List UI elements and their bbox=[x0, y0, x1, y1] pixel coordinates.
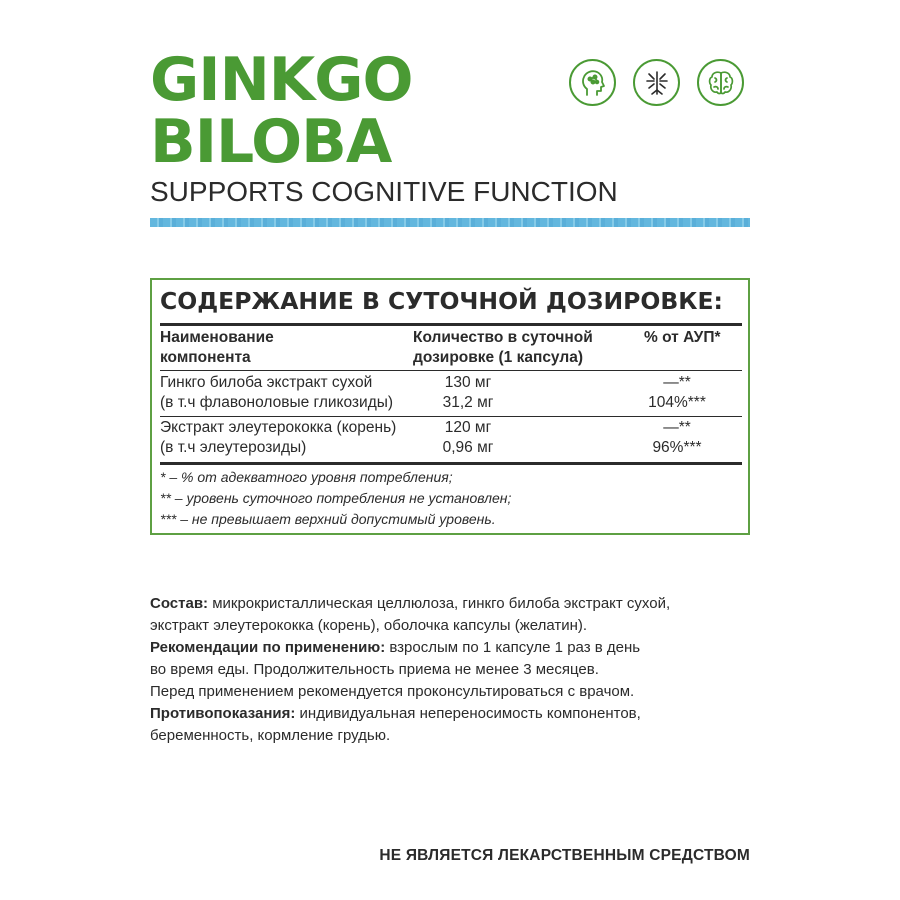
panel-divider bbox=[160, 323, 742, 326]
usage-label: Рекомендации по применению: bbox=[150, 639, 386, 656]
usage-text-2: во время еды. Продолжительность приема не менее 3 месяцев. bbox=[150, 661, 599, 678]
header-amount-line2: дозировке (1 капсула) bbox=[413, 349, 583, 366]
product-title bbox=[150, 45, 413, 177]
table-row-percent: 96%*** bbox=[652, 439, 702, 456]
header-amount-line1: Количество в суточной bbox=[413, 329, 593, 346]
product-info bbox=[150, 593, 760, 747]
table-row-name: Гинкго билоба экстракт сухой bbox=[160, 374, 373, 391]
footnote: * – % от адекватного уровня потребления; bbox=[160, 469, 453, 485]
table-bottom-divider bbox=[160, 462, 742, 465]
table-row-name: (в т.ч флавоноловые гликозиды) bbox=[160, 394, 394, 411]
neuron-icon bbox=[633, 59, 680, 106]
head-brain-icon bbox=[569, 59, 616, 106]
usage-text-3: Перед применением рекомендуется проконсультироваться с врачом. bbox=[150, 683, 635, 700]
contra-line bbox=[150, 703, 760, 725]
header-amount bbox=[413, 328, 593, 368]
table-row-amount: 130 мг bbox=[444, 374, 492, 391]
header-component-line1: Наименование bbox=[160, 329, 274, 346]
product-title-line1: GINKGO bbox=[150, 45, 413, 115]
composition-text-2: экстракт элеутерококка (корень), оболочка капсулы (желатин). bbox=[150, 617, 588, 634]
composition-label: Состав: bbox=[150, 595, 209, 612]
benefit-icons bbox=[569, 59, 744, 106]
product-title-line2: BILOBA bbox=[150, 107, 392, 177]
footnote: ** – уровень суточного потребления не установлен; bbox=[160, 490, 512, 506]
table-row-percent: —** bbox=[663, 374, 691, 391]
header-divider bbox=[160, 370, 742, 371]
contra-text: индивидуальная непереносимость компонентов, bbox=[295, 705, 641, 722]
header-component-line2: компонента bbox=[160, 349, 251, 366]
usage-text: взрослым по 1 капсуле 1 раз в день bbox=[385, 639, 641, 656]
brain-icon bbox=[697, 59, 744, 106]
contra-label: Противопоказания: bbox=[150, 705, 296, 722]
composition-text: микрокристаллическая целлюлоза, гинкго билоба экстракт сухой, bbox=[208, 595, 671, 612]
dosage-panel-title: СОДЕРЖАНИЕ В СУТОЧНОЙ ДОЗИРОВКЕ: bbox=[160, 287, 723, 315]
table-row-amount: 120 мг bbox=[444, 419, 492, 436]
composition-line bbox=[150, 593, 760, 615]
row-divider bbox=[160, 416, 742, 417]
usage-line bbox=[150, 637, 760, 659]
decorative-stripe bbox=[150, 218, 750, 227]
table-row-name: Экстракт элеутерококка (корень) bbox=[160, 419, 397, 436]
table-row-amount: 31,2 мг bbox=[442, 394, 494, 411]
contra-text-2: беременность, кормление грудью. bbox=[150, 727, 391, 744]
disclaimer: НЕ ЯВЛЯЕТСЯ ЛЕКАРСТВЕННЫМ СРЕДСТВОМ bbox=[379, 847, 750, 864]
table-row-amount: 0,96 мг bbox=[442, 439, 494, 456]
header-percent: % от АУП* bbox=[644, 329, 721, 346]
table-row-percent: 104%*** bbox=[648, 394, 706, 411]
dosage-panel bbox=[150, 278, 750, 535]
header-component bbox=[160, 328, 274, 368]
footnote: *** – не превышает верхний допустимый уровень. bbox=[160, 511, 496, 527]
product-subtitle: SUPPORTS COGNITIVE FUNCTION bbox=[150, 176, 618, 207]
table-row-name: (в т.ч элеутерозиды) bbox=[160, 439, 307, 456]
table-row-percent: —** bbox=[663, 419, 691, 436]
